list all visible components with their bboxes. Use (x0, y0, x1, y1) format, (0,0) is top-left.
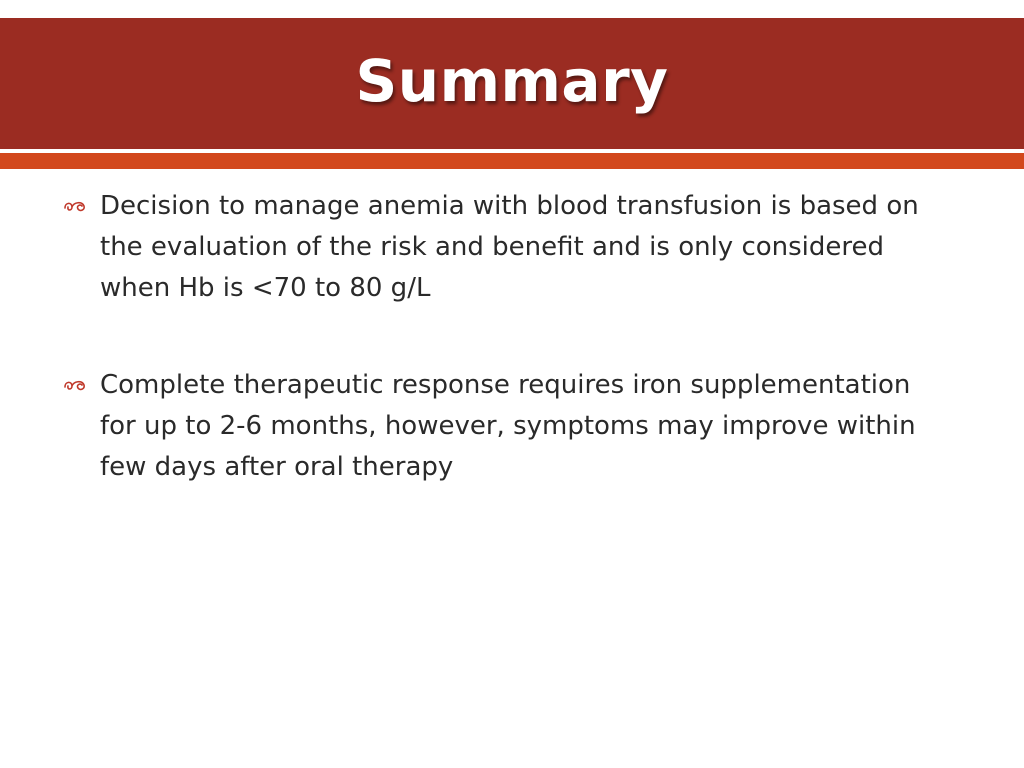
bullet-item-2 (60, 365, 940, 488)
bullet-item-1 (60, 186, 940, 309)
swirl-bullet-icon (62, 196, 88, 216)
title-bar (0, 18, 1024, 149)
bullet-text-1: Decision to manage anemia with blood transfusion is based on the evaluation of the risk and benefit and is only considered when Hb is <70 to 80 g/L (100, 191, 919, 303)
slide-title: Summary (355, 46, 669, 115)
slide-content (60, 186, 940, 544)
accent-bar (0, 153, 1024, 169)
swirl-bullet-icon (62, 375, 88, 395)
bullet-text-2: Complete therapeutic response requires iron supplementation for up to 2-6 months, however, symptoms may improve within few days after oral therapy (100, 370, 916, 482)
